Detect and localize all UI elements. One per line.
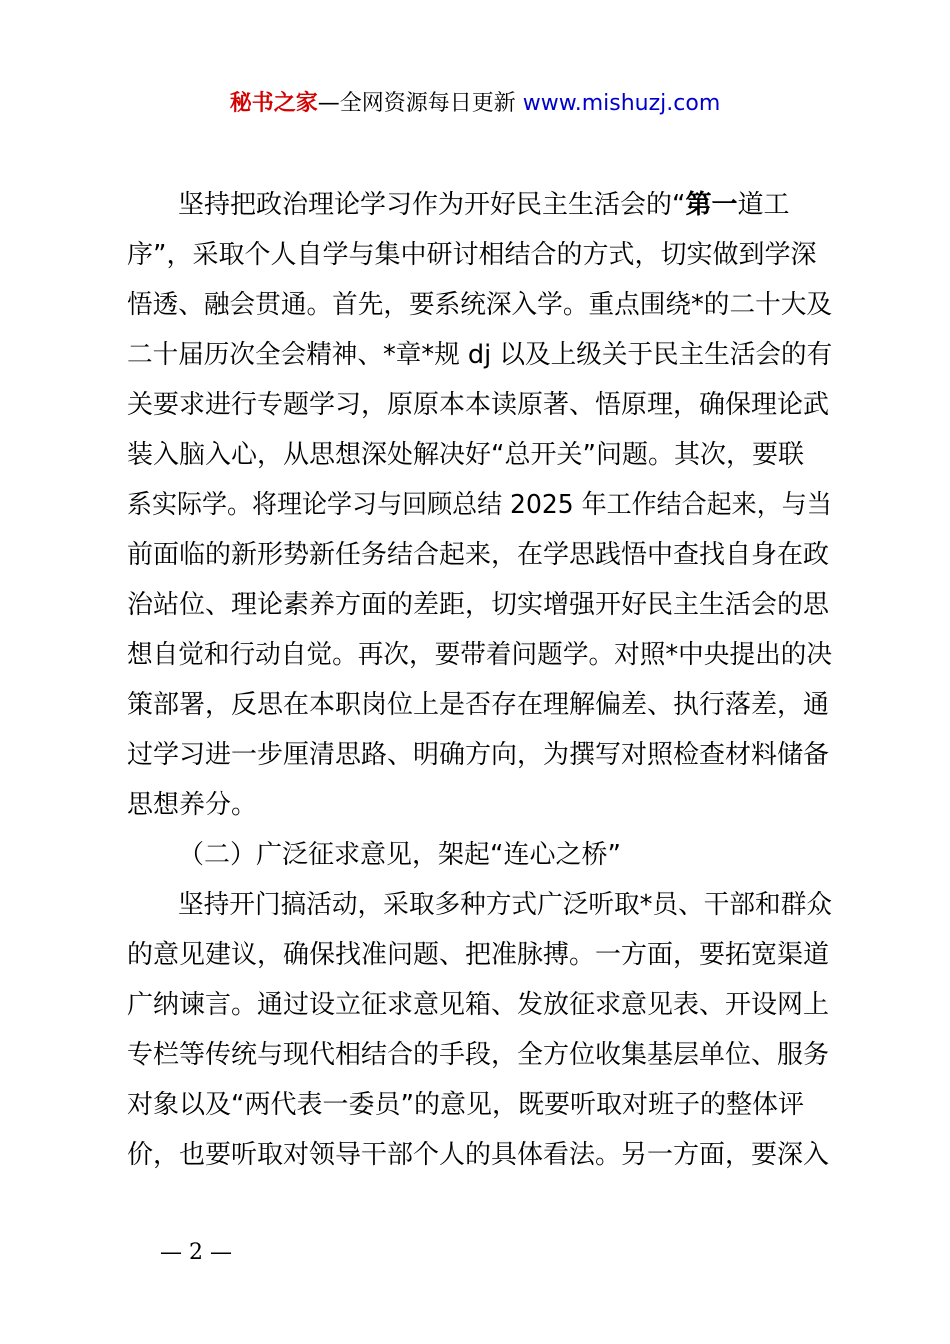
section-heading: （二）广泛征求意见，架起“连心之桥”	[178, 840, 621, 870]
paragraph-2-line: 坚持开门搞活动，采取多种方式广泛听取*员、干部和群众	[178, 890, 832, 920]
paragraph-1-line: 系实际学。将理论学习与回顾总结 2025 年工作结合起来，与当	[127, 490, 832, 520]
paragraph-2-line: 对象以及“两代表一委员”的意见，既要听取对班子的整体评	[127, 1090, 804, 1120]
paragraph-1-line: 悟透、融会贯通。首先，要系统深入学。重点围绕*的二十大及	[127, 290, 833, 320]
paragraph-1-line: 前面临的新形势新任务结合起来，在学思践悟中查找自身在政	[127, 540, 830, 570]
paragraph-2-line: 专栏等传统与现代相结合的手段，全方位收集基层单位、服务	[127, 1040, 830, 1070]
paragraph-1-line: 想自觉和行动自觉。再次，要带着问题学。对照*中央提出的决	[127, 640, 833, 670]
paragraph-1-line-1-end: 道工	[737, 190, 790, 220]
header-url-link[interactable]: www.mishuzj.com	[522, 91, 721, 116]
paragraph-1-line: 序”，采取个人自学与集中研讨相结合的方式，切实做到学深	[127, 240, 817, 270]
paragraph-1-line: 二十届历次全会精神、*章*规 dj 以及上级关于民主生活会的有	[127, 340, 833, 370]
page-number: — 2 —	[160, 1240, 232, 1265]
paragraph-1-line: 过学习进一步厘清思路、明确方向，为撰写对照检查材料储备	[127, 740, 830, 770]
paragraph-2-line: 价，也要听取对领导干部个人的具体看法。另一方面，要深入	[127, 1140, 830, 1170]
paragraph-1-line-1	[178, 180, 790, 230]
paragraph-2-line: 广纳谏言。通过设立征求意见箱、发放征求意见表、开设网上	[127, 990, 830, 1020]
brand-name: 秘书之家	[229, 91, 318, 116]
page-header	[0, 84, 950, 124]
emphasis-text: 第一	[685, 190, 738, 220]
paragraph-1-line: 思想养分。	[127, 790, 258, 820]
paragraph-1-line: 关要求进行专题学习，原原本本读原著、悟原理，确保理论武	[127, 390, 830, 420]
paragraph-1-line: 策部署，反思在本职岗位上是否存在理解偏差、执行落差，通	[127, 690, 830, 720]
paragraph-1-line-1-start: 坚持把政治理论学习作为开好民主生活会的“	[178, 190, 686, 220]
paragraph-2-line: 的意见建议，确保找准问题、把准脉搏。一方面，要拓宽渠道	[127, 940, 830, 970]
paragraph-1-line: 治站位、理论素养方面的差距，切实增强开好民主生活会的思	[127, 590, 830, 620]
header-tagline: —全网资源每日更新	[317, 91, 523, 116]
paragraph-1-line: 装入脑入心，从思想深处解决好“总开关”问题。其次，要联	[127, 440, 804, 470]
